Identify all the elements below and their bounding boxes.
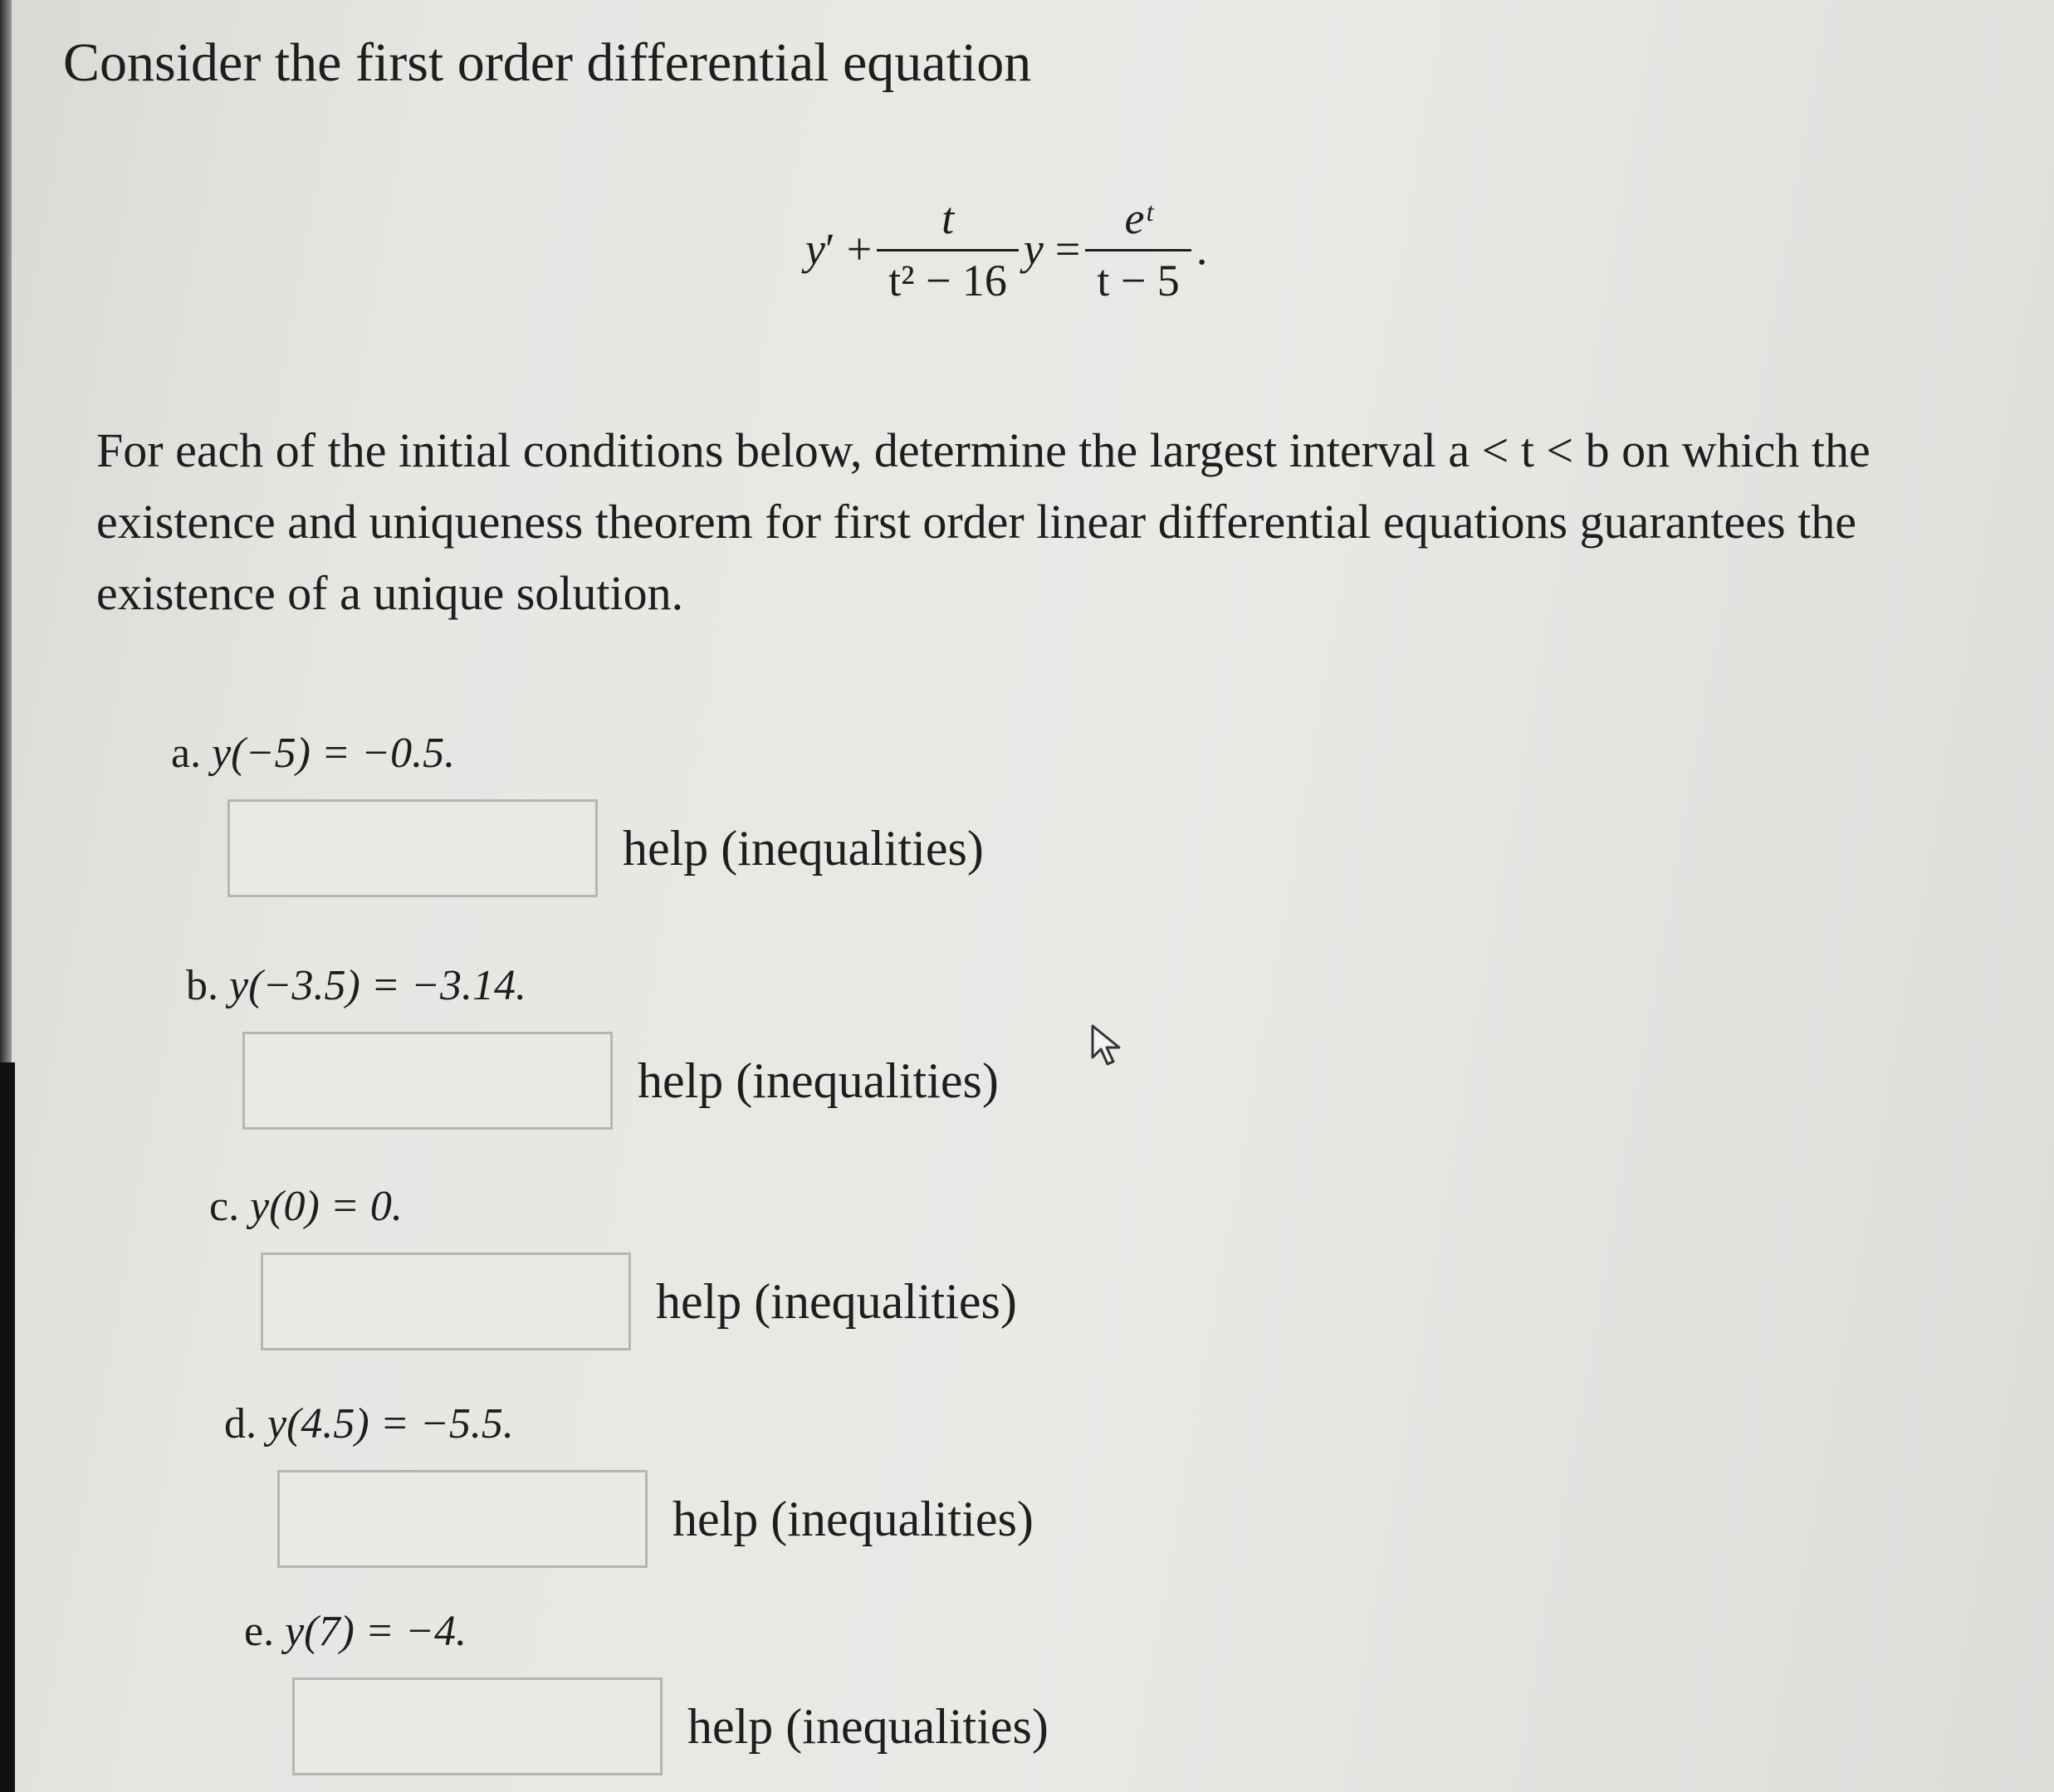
- part-d-answer-input[interactable]: [277, 1470, 648, 1568]
- part-a-condition: y(−5) = −0.5.: [212, 730, 456, 777]
- mouse-cursor-icon: [1089, 1023, 1126, 1067]
- part-a-label: [171, 729, 984, 778]
- part-a-answer-input[interactable]: [227, 799, 598, 897]
- part-d-label: [224, 1399, 1034, 1448]
- part-b-answer-input[interactable]: [242, 1032, 613, 1130]
- eq-y: y: [805, 224, 825, 274]
- eq-fraction-coefficient: [877, 193, 1019, 306]
- part-e-help-link[interactable]: help (inequalities): [687, 1698, 1049, 1754]
- part-c-answer-input[interactable]: [261, 1252, 631, 1350]
- part-c-help-link[interactable]: help (inequalities): [656, 1273, 1017, 1329]
- part-b-label: [186, 961, 999, 1010]
- eq-frac2-denominator: t − 5: [1085, 249, 1191, 306]
- part-e-label: [244, 1607, 1049, 1656]
- eq-frac2-numerator: eᵗ: [1124, 193, 1152, 243]
- eq-equals: =: [1054, 224, 1081, 274]
- part-c-condition: y(0) = 0.: [250, 1183, 403, 1230]
- part-e-condition: y(7) = −4.: [285, 1608, 467, 1655]
- eq-fraction-rhs: [1085, 193, 1191, 306]
- part-a-help-link[interactable]: help (inequalities): [623, 820, 984, 876]
- part-a: [171, 729, 984, 897]
- eq-frac1-denominator: t² − 16: [877, 249, 1019, 306]
- differential-equation: [805, 174, 1207, 324]
- part-b: [186, 961, 999, 1130]
- screen-bezel-left-lower: [0, 1062, 15, 1792]
- part-d: [224, 1399, 1034, 1568]
- part-e: [244, 1607, 1049, 1775]
- eq-period: .: [1196, 224, 1208, 274]
- part-e-answer-input[interactable]: [292, 1677, 663, 1775]
- part-d-letter: d.: [224, 1400, 257, 1448]
- eq-frac1-numerator: t: [941, 193, 955, 243]
- part-d-condition: y(4.5) = −5.5.: [267, 1400, 514, 1448]
- part-c-label: [209, 1182, 1017, 1231]
- part-b-condition: y(−3.5) = −3.14.: [229, 962, 526, 1009]
- question-text: For each of the initial conditions below, determine the largest interval a < t < b on which the existence and uniqueness theorem for first order linear differential equations guarantees the existence of a unique solution.: [96, 423, 1871, 620]
- part-e-letter: e.: [244, 1608, 275, 1655]
- part-c-letter: c.: [209, 1183, 240, 1230]
- part-b-help-link[interactable]: help (inequalities): [638, 1052, 999, 1108]
- part-b-letter: b.: [186, 962, 218, 1009]
- problem-intro: Consider the first order differential equation: [63, 32, 1032, 93]
- part-a-letter: a.: [171, 730, 202, 777]
- part-d-help-link[interactable]: help (inequalities): [672, 1491, 1034, 1546]
- eq-y-term: y: [1023, 224, 1044, 274]
- part-c: [209, 1182, 1017, 1350]
- eq-plus: +: [846, 224, 873, 274]
- eq-prime: ′: [824, 224, 835, 274]
